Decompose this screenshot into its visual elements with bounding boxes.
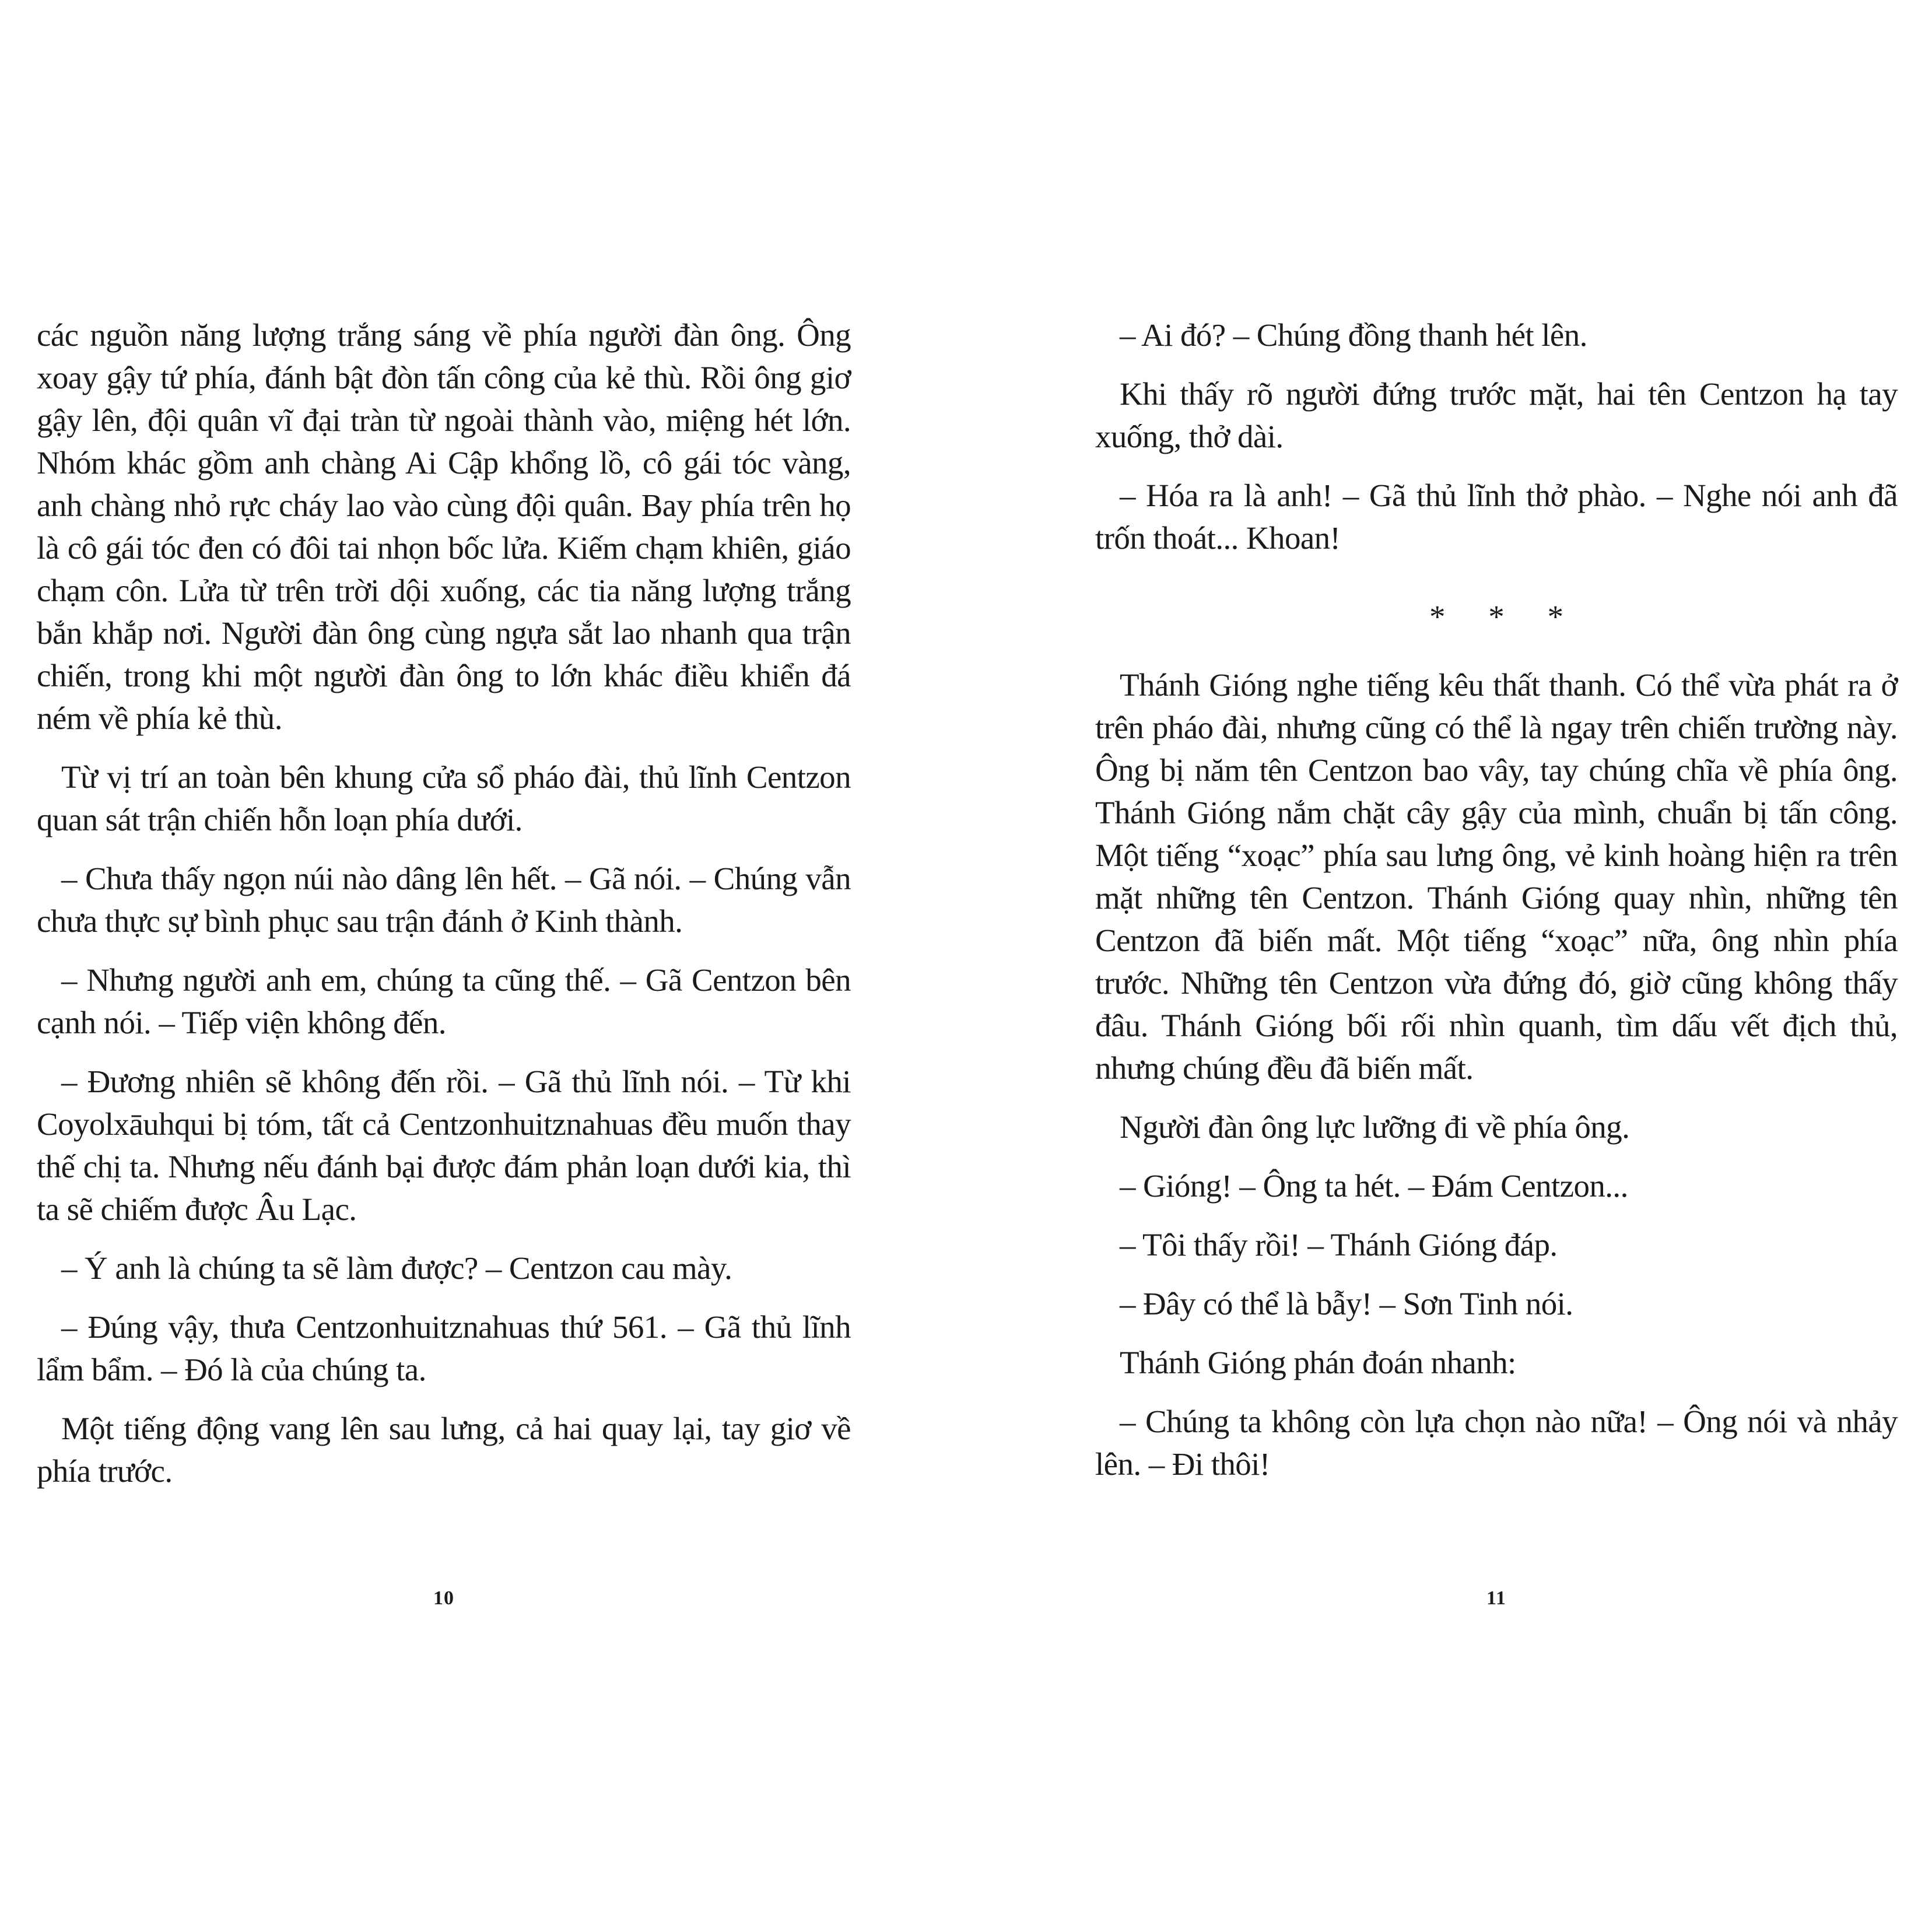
paragraph: Thánh Gióng nghe tiếng kêu thất thanh. Có thể vừa phát ra ở trên pháo đài, nhưng cũng có thể là ngay trên chiến trường này. Ông bị năm tên Centzon bao vây, tay chúng chĩa về phía ông. Thánh Gióng nắm chặt cây gậy của mình, chuẩn bị tấn công. Một tiếng “xoạc” phía sau lưng ông, vẻ kinh hoàng hiện ra trên mặt những tên Centzon. Thánh Gióng quay nhìn, những tên Centzon đã biến mất. Một tiếng “xoạc” nữa, ông nhìn phía trước. Những tên Centzon vừa đứng đó, giờ cũng không thấy đâu. Thánh Gióng bối rối nhìn quanh, tìm dấu vết địch thủ, nhưng chúng đều đã biến mất. bbox=[1095, 667, 1898, 1086]
dialogue-paragraph: – Đúng vậy, thưa Centzonhuitznahuas thứ 561. – Gã thủ lĩnh lẩm bẩm. – Đó là của chúng ta. bbox=[37, 1309, 851, 1387]
paragraph: Từ vị trí an toàn bên khung cửa sổ pháo đài, thủ lĩnh Centzon quan sát trận chiến hỗn loạn phía dưới. bbox=[37, 759, 851, 837]
dialogue-paragraph: – Ai đó? – Chúng đồng thanh hét lên. bbox=[1120, 317, 1587, 353]
dialogue-paragraph: – Đây có thể là bẫy! – Sơn Tinh nói. bbox=[1120, 1286, 1573, 1321]
dialogue-paragraph: – Đương nhiên sẽ không đến rồi. – Gã thủ lĩnh nói. – Từ khi Coyolxāuhqui bị tóm, tất cả Centzonhuitznahuas đều muốn thay thế chị ta. Nhưng nếu đánh bại được đám phản loạn dưới kia, thì ta sẽ chiếm được Âu Lạc. bbox=[37, 1064, 851, 1227]
section-separator: * * * bbox=[1429, 599, 1563, 634]
dialogue-paragraph: – Chưa thấy ngọn núi nào dâng lên hết. – Gã nói. – Chúng vẫn chưa thực sự bình phục sau trận đánh ở Kinh thành. bbox=[37, 861, 851, 939]
page-number: 11 bbox=[1486, 1587, 1507, 1609]
paragraph: Khi thấy rõ người đứng trước mặt, hai tên Centzon hạ tay xuống, thở dài. bbox=[1095, 376, 1898, 454]
paragraph: Một tiếng động vang lên sau lưng, cả hai quay lại, tay giơ về phía trước. bbox=[37, 1411, 851, 1489]
paragraph: Người đàn ông lực lưỡng đi về phía ông. bbox=[1120, 1109, 1630, 1145]
dialogue-paragraph: – Nhưng người anh em, chúng ta cũng thế. – Gã Centzon bên cạnh nói. – Tiếp viện không đến. bbox=[37, 962, 851, 1040]
dialogue-paragraph: – Chúng ta không còn lựa chọn nào nữa! – Ông nói và nhảy lên. – Đi thôi! bbox=[1095, 1404, 1898, 1482]
page-right-text-block bbox=[1095, 314, 1898, 1502]
page-number: 10 bbox=[433, 1587, 454, 1609]
page-left-text-block bbox=[37, 314, 851, 1509]
dialogue-paragraph: – Tôi thấy rồi! – Thánh Gióng đáp. bbox=[1120, 1227, 1558, 1263]
paragraph: các nguồn năng lượng trắng sáng về phía người đàn ông. Ông xoay gậy tứ phía, đánh bật đòn tấn công của kẻ thù. Rồi ông giơ gậy lên, đội quân vĩ đại tràn từ ngoài thành vào, miệng hét lớn. Nhóm khác gồm anh chàng Ai Cập khổng lồ, cô gái tóc vàng, anh chàng nhỏ rực cháy lao vào cùng đội quân. Bay phía trên họ là cô gái tóc đen có đôi tai nhọn bốc lửa. Kiếm chạm khiên, giáo chạm côn. Lửa từ trên trời dội xuống, các tia năng lượng trắng bắn khắp nơi. Người đàn ông cùng ngựa sắt lao nhanh qua trận chiến, trong khi một người đàn ông to lớn khác điều khiển đá ném về phía kẻ thù. bbox=[37, 317, 851, 736]
paragraph: Thánh Gióng phán đoán nhanh: bbox=[1120, 1345, 1516, 1380]
dialogue-paragraph: – Hóa ra là anh! – Gã thủ lĩnh thở phào. – Nghe nói anh đã trốn thoát... Khoan! bbox=[1095, 478, 1898, 556]
dialogue-paragraph: – Gióng! – Ông ta hét. – Đám Centzon... bbox=[1120, 1168, 1628, 1204]
dialogue-paragraph: – Ý anh là chúng ta sẽ làm được? – Centzon cau mày. bbox=[61, 1250, 732, 1286]
